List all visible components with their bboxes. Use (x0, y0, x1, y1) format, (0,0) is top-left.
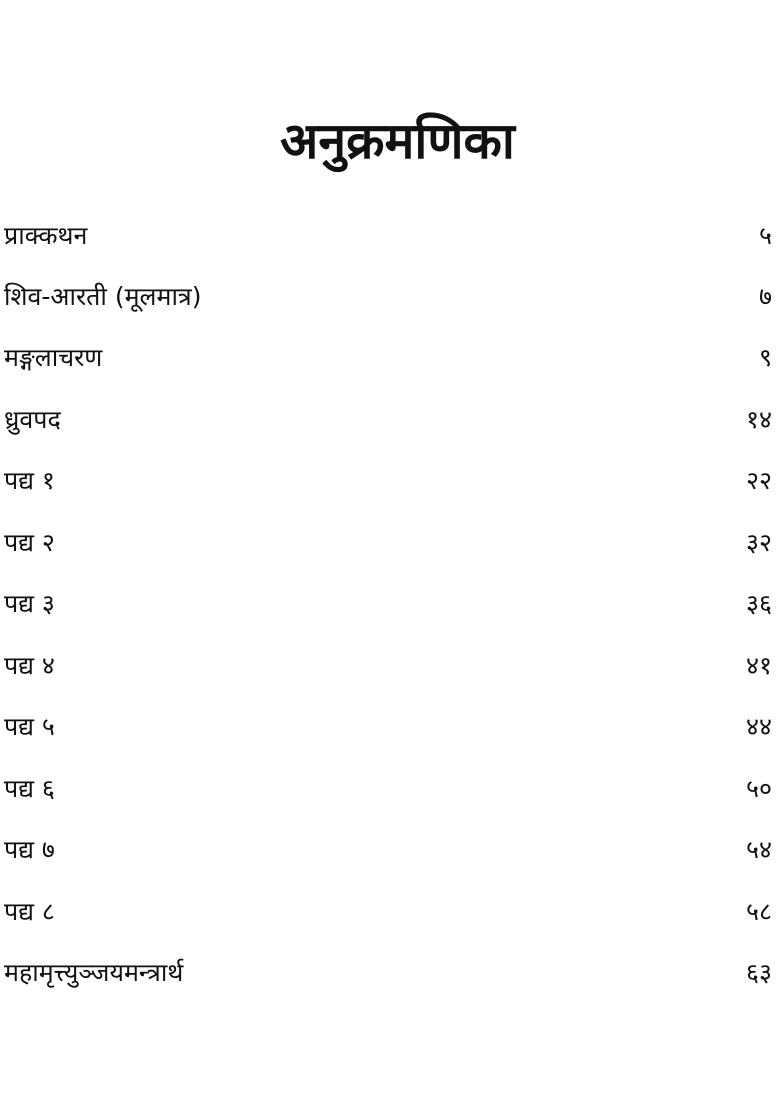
toc-entry-label: शिव-आरती (मूलमात्र) (4, 282, 202, 311)
toc-entry-page-number: ९ (758, 343, 772, 372)
toc-entry (4, 584, 772, 624)
toc-entry-page-number: ५८ (745, 897, 772, 926)
toc-entry (4, 277, 772, 317)
toc-entry-label: ध्रुवपद (4, 405, 61, 434)
toc-entry-label: प्राक्कथन (4, 221, 88, 250)
toc-entry (4, 953, 772, 993)
toc-entry (4, 769, 772, 809)
toc-entry-label: पद्य ४ (4, 651, 55, 680)
toc-entry (4, 646, 772, 686)
toc-entry-page-number: ५० (745, 774, 772, 803)
toc-entry (4, 707, 772, 747)
toc-entry-page-number: ३२ (745, 528, 772, 557)
toc-entry-page-number: ७ (758, 282, 772, 311)
toc-entry (4, 523, 772, 563)
toc-entry-label: पद्य २ (4, 528, 55, 557)
toc-entry (4, 892, 772, 932)
toc-entry-page-number: २२ (745, 466, 772, 495)
page-title: अनुक्रमणिका (280, 112, 515, 170)
toc-entry-label: महामृत्त्युञ्जयमन्त्रार्थ (4, 958, 184, 987)
toc-entry-label: पद्य ७ (4, 835, 55, 864)
toc-entry-label: पद्य ५ (4, 712, 55, 741)
toc-entry-page-number: ५४ (745, 835, 772, 864)
toc-entry-label: पद्य ६ (4, 774, 55, 803)
toc-entry-label: मङ्गलाचरण (4, 343, 103, 372)
toc-entry-label: पद्य ३ (4, 589, 55, 618)
toc-entry (4, 830, 772, 870)
toc-entry-label: पद्य ८ (4, 897, 55, 926)
toc-entry (4, 216, 772, 256)
toc-entry (4, 338, 772, 378)
toc-entry-page-number: ३६ (745, 589, 772, 618)
toc-entry-page-number: ६३ (745, 958, 772, 987)
toc-entry (4, 461, 772, 501)
toc-entry (4, 400, 772, 440)
toc-entry-page-number: १४ (745, 405, 772, 434)
toc-entry-page-number: ४१ (745, 651, 772, 680)
toc-entry-page-number: ४४ (745, 712, 772, 741)
toc-entry-page-number: ५ (758, 221, 772, 250)
toc-entry-label: पद्य १ (4, 466, 55, 495)
